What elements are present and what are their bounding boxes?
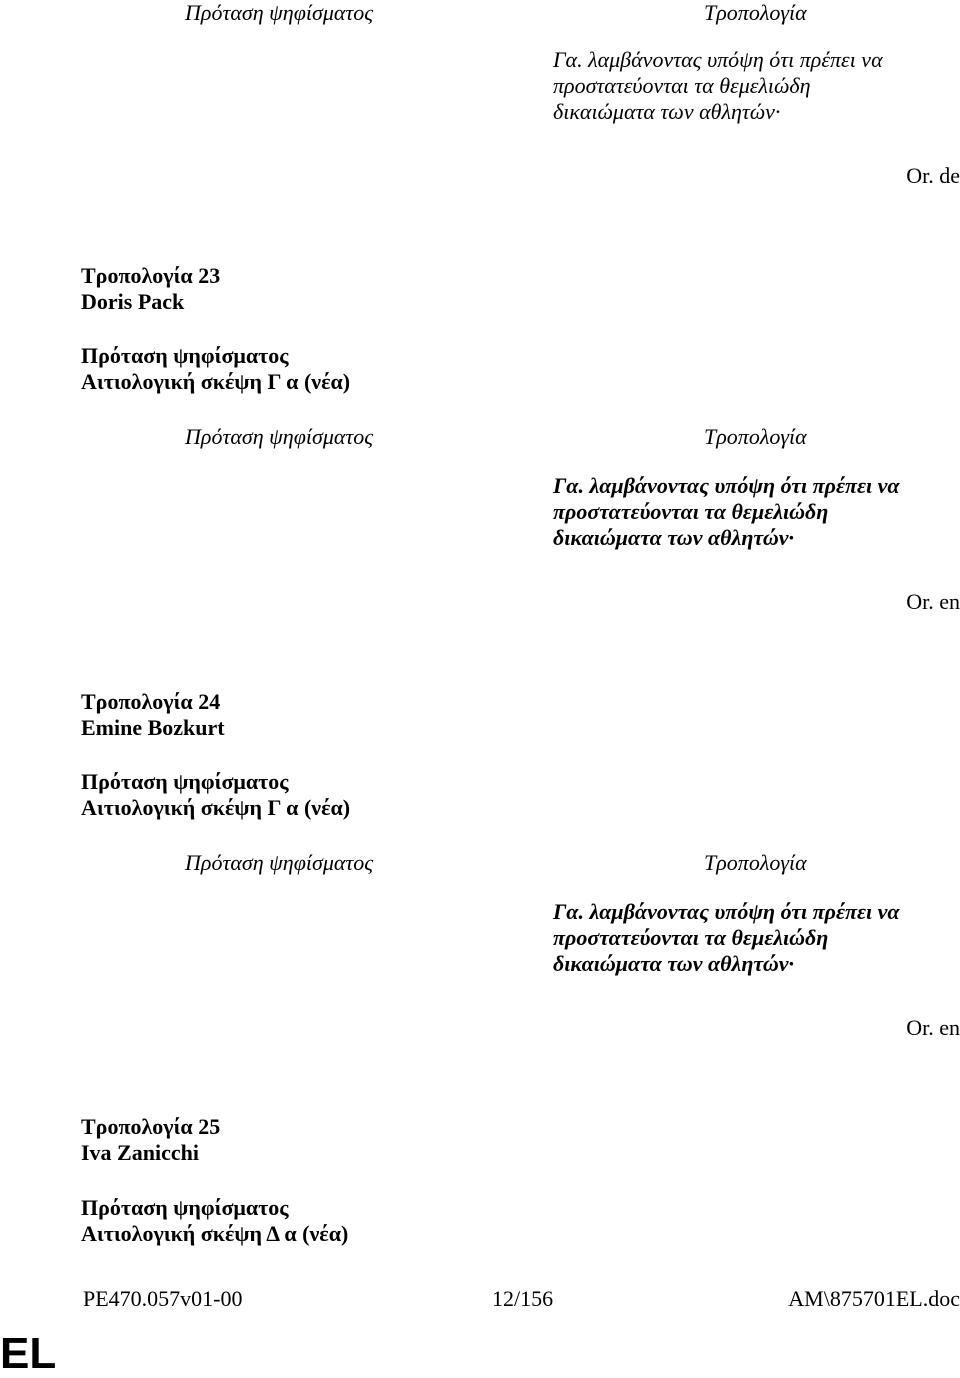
amendment-text-line: Γα. λαμβάνοντας υπόψη ότι πρέπει να: [553, 473, 900, 498]
column-header-left: Πρόταση ψηφίσματος: [185, 424, 374, 449]
amendment-text-line: δικαιώματα των αθλητών·: [553, 525, 795, 550]
amendment-text-line: προστατεύονται τα θεμελιώδη: [553, 73, 811, 98]
amendment-text-line: Γα. λαμβάνοντας υπόψη ότι πρέπει να: [553, 899, 900, 924]
amendment-document: Πρόταση ψηφίσματος: [81, 343, 289, 368]
column-header-left: Πρόταση ψηφίσματος: [185, 0, 374, 25]
amendment-header: [81, 689, 225, 741]
amendment-text-line: προστατεύονται τα θεμελιώδη: [553, 925, 829, 950]
amendment-target: [81, 769, 350, 821]
footer-doc-ref: PE470.057v01-00: [83, 1286, 243, 1311]
amendment-number: Τροπολογία 23: [81, 263, 221, 288]
amendment-document: Πρόταση ψηφίσματος: [81, 769, 289, 794]
footer-page-number: 12/156: [492, 1286, 554, 1311]
amendment-text: [553, 473, 900, 551]
amendment-text: [553, 899, 900, 977]
original-language: Or. en: [906, 589, 960, 614]
footer-file-name: AM\875701EL.doc: [788, 1286, 960, 1311]
original-language: Or. en: [906, 1015, 960, 1040]
amendment-recital: Αιτιολογική σκέψη Δ α (νέα): [81, 1221, 349, 1246]
amendment-header: [81, 1114, 220, 1166]
amendment-author: Doris Pack: [81, 289, 185, 314]
amendment-document: Πρόταση ψηφίσματος: [81, 1195, 289, 1220]
amendment-text-line: Γα. λαμβάνοντας υπόψη ότι πρέπει να: [553, 47, 883, 72]
amendment-author: Iva Zanicchi: [81, 1140, 199, 1165]
column-header-right: Τροπολογία: [704, 0, 807, 25]
amendment-text-line: δικαιώματα των αθλητών·: [553, 951, 795, 976]
amendment-number: Τροπολογία 24: [81, 689, 221, 714]
amendment-recital: Αιτιολογική σκέψη Γ α (νέα): [81, 795, 351, 820]
amendment-text: [553, 47, 883, 125]
amendment-text-line: προστατεύονται τα θεμελιώδη: [553, 499, 829, 524]
amendment-number: Τροπολογία 25: [81, 1114, 221, 1139]
amendment-header: [81, 263, 220, 315]
amendment-target: [81, 1195, 348, 1247]
column-header-right: Τροπολογία: [704, 424, 807, 449]
column-header-right: Τροπολογία: [704, 850, 807, 875]
amendment-recital: Αιτιολογική σκέψη Γ α (νέα): [81, 369, 351, 394]
amendment-target: [81, 343, 350, 395]
amendment-text-line: δικαιώματα των αθλητών·: [553, 99, 781, 124]
original-language: Or. de: [906, 163, 960, 188]
column-header-left: Πρόταση ψηφίσματος: [185, 850, 374, 875]
language-badge: EL: [0, 1329, 57, 1378]
amendment-author: Emine Bozkurt: [81, 715, 225, 740]
